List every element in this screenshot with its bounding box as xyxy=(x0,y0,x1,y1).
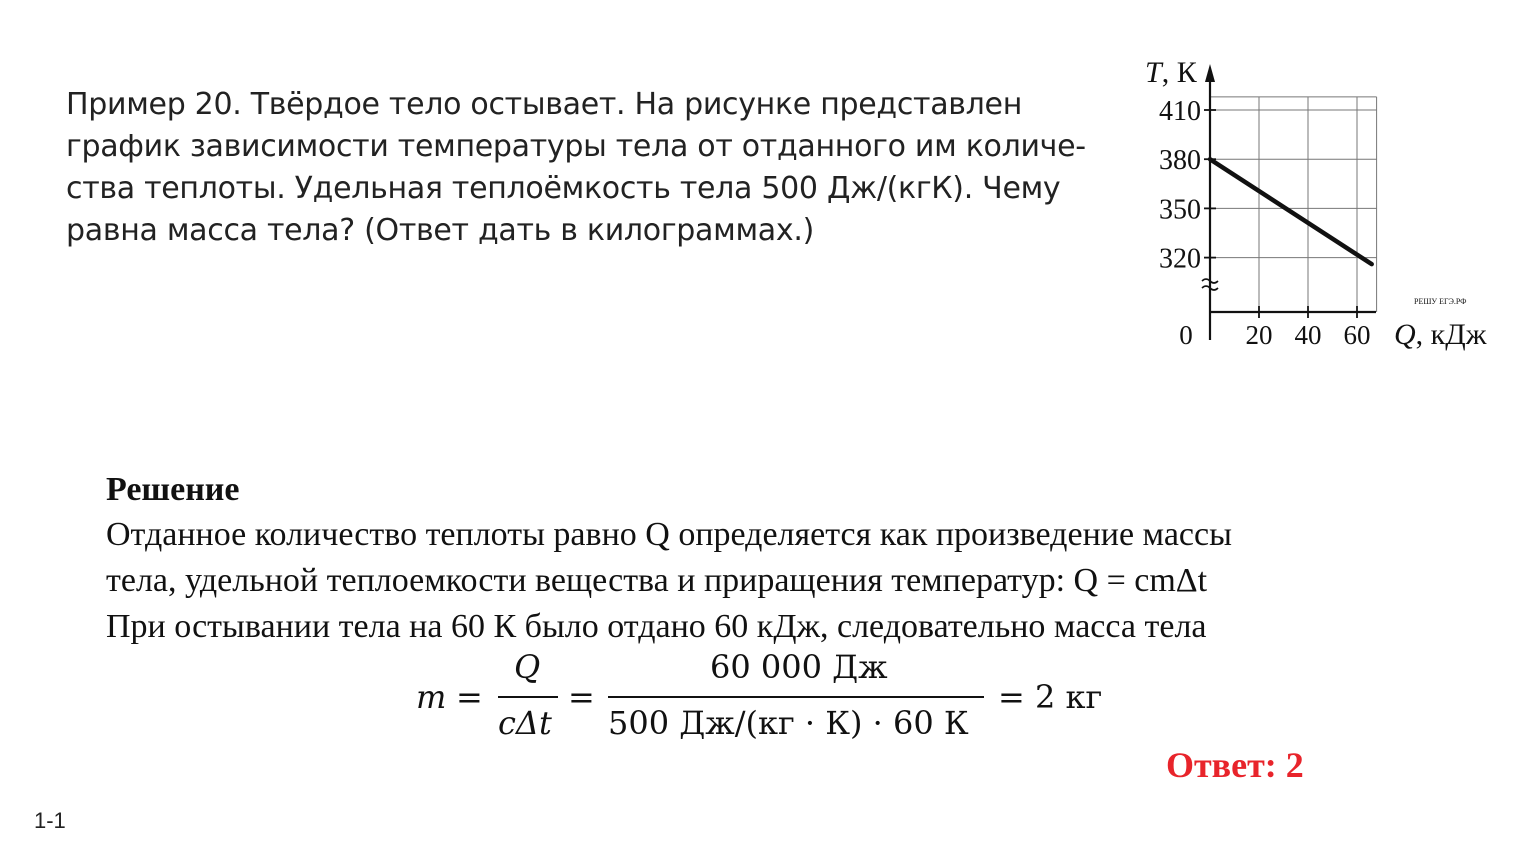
fraction2-numerator: 60 000 Дж xyxy=(710,648,888,686)
fraction1-denominator: cΔt xyxy=(498,704,552,742)
solution-line: При остывании тела на 60 К было отдано 60 кДж, следовательно масса тела xyxy=(106,608,1207,645)
x-tick-label: 40 xyxy=(1294,320,1322,350)
temperature-heat-graph xyxy=(1140,50,1500,360)
problem-line: равна масса тела? (Ответ дать в килограммах.) xyxy=(66,213,814,248)
problem-title: Пример 20. xyxy=(66,87,242,122)
y-axis-arrow xyxy=(1205,64,1215,82)
fraction1-bar xyxy=(498,696,558,698)
solution-block xyxy=(106,468,1406,650)
formula-equals-1: = xyxy=(456,678,483,716)
fraction1-numerator: Q xyxy=(514,648,541,686)
x-axis-label xyxy=(1394,318,1487,351)
data-line xyxy=(1210,159,1372,264)
graph-series xyxy=(1210,159,1372,264)
problem-line: ства теплоты. Удельная теплоёмкость тела 500 Дж/(кгК). Чему xyxy=(66,171,1061,206)
graph-grid xyxy=(1210,97,1377,312)
problem-statement xyxy=(66,84,1116,252)
x-tick-label: 60 xyxy=(1343,320,1371,350)
x-tick-label: 20 xyxy=(1245,320,1273,350)
y-axis-var: T xyxy=(1145,56,1162,89)
solution-line: Отданное количество теплоты равно Q определяется как произведение массы xyxy=(106,516,1232,553)
y-tick-label: 350 xyxy=(1159,194,1201,226)
formula-equals-2: = xyxy=(568,678,595,716)
y-tick-label: 380 xyxy=(1159,145,1201,177)
formula-result: = 2 кг xyxy=(998,678,1103,716)
problem-first-line xyxy=(66,84,1116,126)
x-axis-unit: , кДж xyxy=(1415,318,1487,351)
formula-lhs: m xyxy=(416,678,447,716)
watermark-text: РЕШУ ЕГЭ.РФ xyxy=(1414,297,1467,306)
solution-line: тела, удельной теплоемкости вещества и приращения температур: Q = cmΔt xyxy=(106,562,1208,599)
x-axis-var: Q xyxy=(1394,318,1416,351)
origin-label: 0 xyxy=(1179,320,1193,350)
y-tick-label: 320 xyxy=(1159,243,1201,275)
problem-line: Твёрдое тело остывает. На рисунке представлен xyxy=(241,87,1023,122)
solution-heading: Решение xyxy=(106,471,240,508)
y-axis-unit: , К xyxy=(1161,56,1197,89)
y-tick-label: 410 xyxy=(1159,96,1201,127)
problem-line: график зависимости температуры тела от отданного им количе- xyxy=(66,129,1086,164)
answer: Ответ: 2 xyxy=(1166,745,1304,785)
page-number: 1-1 xyxy=(34,808,66,833)
fraction2-bar xyxy=(608,696,984,698)
fraction2-denominator: 500 Дж/(кг · К) · 60 К xyxy=(608,704,969,742)
y-axis-label xyxy=(1145,56,1198,89)
